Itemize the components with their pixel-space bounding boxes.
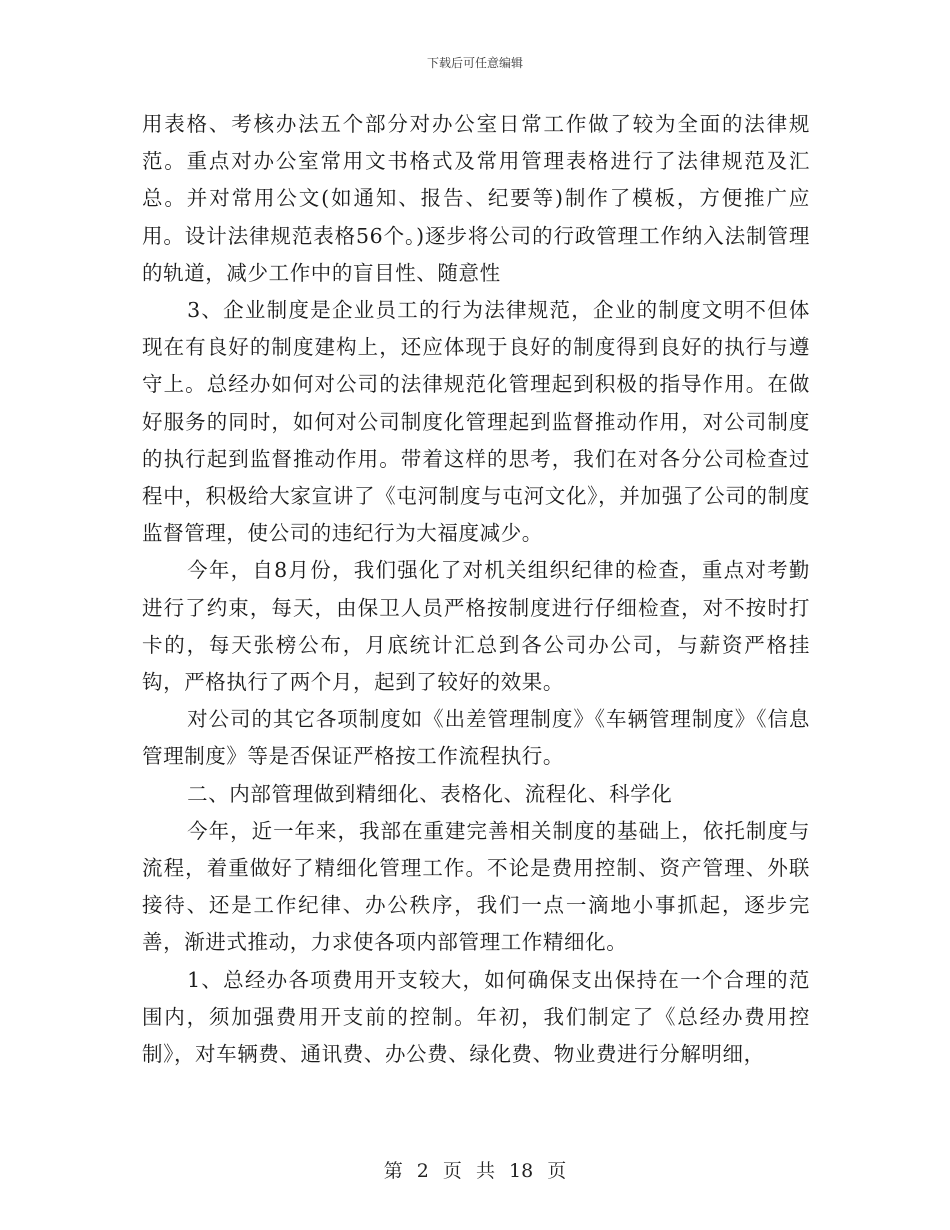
page-header: 下载后可任意编辑	[426, 56, 523, 70]
paragraph-4: 对公司的其它各项制度如《出差管理制度》《车辆管理制度》《信息管理制度》等是否保证严格按工作流程执行。	[142, 707, 810, 769]
paragraph-6: 1、总经办各项费用开支较大，如何确保支出保持在一个合理的范围内，须加强费用开支前的控制。年初，我们制定了《总经办费用控制》，对车辆费、通讯费、办公费、绿化费、物业费进行分解明细，	[142, 967, 810, 1067]
paragraph-1: 用表格、考核办法五个部分对办公室日常工作做了较为全面的法律规范。重点对办公室常用文书格式及常用管理表格进行了法律规范及汇总。并对常用公文(如通知、报告、纪要等)制作了模板，方便推广应用。设计法律规范表格56个。)逐步将公司的行政管理工作纳入法制管理的轨道，减少工作中的盲目性、随意性	[142, 112, 810, 285]
paragraph-5: 今年，近一年来，我部在重建完善相关制度的基础上，依托制度与流程，着重做好了精细化管理工作。不论是费用控制、资产管理、外联接待、还是工作纪律、办公秩序，我们一点一滴地小事抓起，逐步完善，渐进式推动，力求使各项内部管理工作精细化。	[142, 818, 810, 955]
section-heading: 二、内部管理做到精细化、表格化、流程化、科学化	[187, 781, 673, 806]
paragraph-3: 今年，自8月份，我们强化了对机关组织纪律的检查，重点对考勤进行了约束，每天，由保卫人员严格按制度进行仔细检查，对不按时打卡的，每天张榜公布，月底统计汇总到各公司办公司，与薪资严格挂钩，严格执行了两个月，起到了较好的效果。	[142, 558, 810, 695]
page-footer: 第 2 页 共 18 页	[383, 1160, 567, 1182]
paragraph-2: 3、企业制度是企业员工的行为法律规范，企业的制度文明不但体现在有良好的制度建构上，还应体现于良好的制度得到良好的执行与遵守上。总经办如何对公司的法律规范化管理起到积极的指导作用。在做好服务的同时，如何对公司制度化管理起到监督推动作用，对公司制度的执行起到监督推动作用。带着这样的思考，我们在对各分公司检查过程中，积极给大家宣讲了《屯河制度与屯河文化》，并加强了公司的制度监督管理，使公司的违纪行为大福度减少。	[142, 298, 810, 546]
document-body	[142, 106, 810, 1073]
